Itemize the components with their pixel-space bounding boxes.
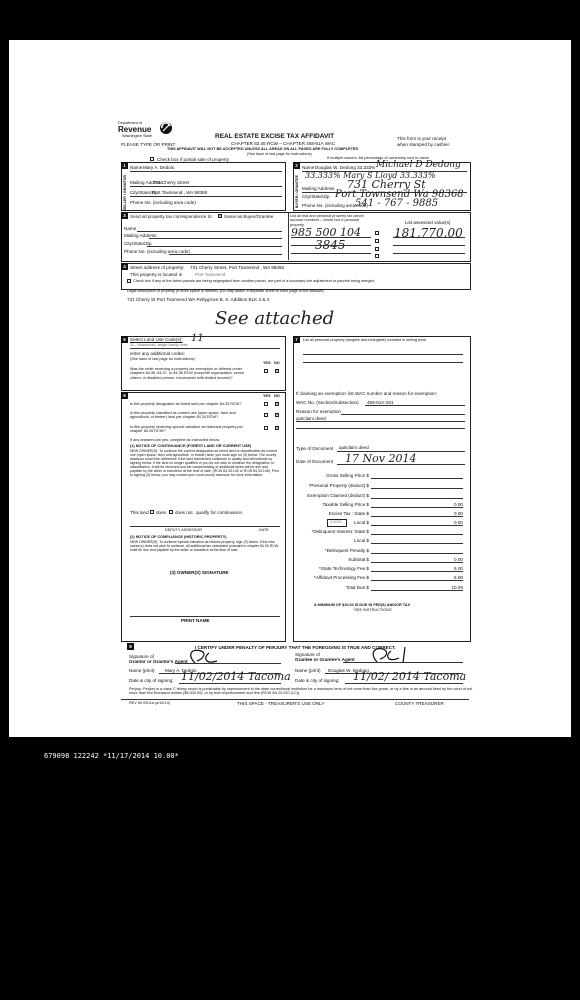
type-document-label: Type of Document xyxy=(296,446,334,451)
deputy-date-label: DATE xyxy=(259,528,269,532)
wac-label: WAC No. (Section/Subsection) xyxy=(296,400,359,405)
subtotal-label: Subtotal $ xyxy=(348,557,369,562)
section-4-badge: 4 xyxy=(121,263,128,270)
section-3-badge: 3 xyxy=(121,212,128,219)
grantor-name-label: Name (print) xyxy=(129,668,155,673)
delinquent-penalty-label: *Delinquent Penalty $ xyxy=(324,548,369,553)
yes-header-5: YES xyxy=(263,361,271,365)
date-document-label: Date of Document xyxy=(296,459,334,464)
notice-compliance-title: (2) NOTICE OF COMPLIANCE (HISTORIC PROPERTY) xyxy=(130,535,227,539)
reason-label: Reason for exemption xyxy=(296,409,341,414)
receipt-note-1: This form is your receipt xyxy=(397,136,447,141)
see-instructions-note: *SEE INSTRUCTIONS xyxy=(353,608,392,612)
seller-phone-label: Phone No. (including area code) xyxy=(130,200,196,205)
gross-selling-label: Gross Selling Price $ xyxy=(326,473,369,478)
land-use-handwritten: 11 xyxy=(191,333,204,344)
grantee-name-printed[interactable]: Douglas W. Dedong xyxy=(328,668,369,673)
section-8-badge: 8 xyxy=(127,643,134,650)
seller-city-label: City/State/Zip xyxy=(130,190,158,195)
grantor-date-label: Date & city of signing: xyxy=(129,678,174,683)
notice-continuance-text: NEW OWNER(S): To continue the current designation as forest land or classification as current use (open space, farm and agriculture, or timber) land, you must sign on (3) below. The county assessor must then determine if the land transferred continues to qualify and will indicate by signing below. If the land no longer qualifies or you do not wish to continue the designation or classification, it will be removed and the compensating or additional taxes will be due and payable by the seller or transferor at the time of sale. (RCW 84.33.140 or RCW 84.34.108). Prior to signing (3) below, you may contact your local county assessor for more information. xyxy=(130,449,280,478)
form-title: REAL ESTATE EXCISE TAX AFFIDAVIT xyxy=(215,133,335,140)
local-label: Local $ xyxy=(354,520,369,525)
parcel-personal-checkbox-4[interactable] xyxy=(375,254,379,258)
affidavit-page xyxy=(9,40,571,737)
date-document-handwritten: 17 Nov 2014 xyxy=(345,452,417,465)
no-header-6: NO xyxy=(274,394,280,398)
section-6-badge: 6 xyxy=(121,392,128,399)
parcel-handwritten-2: 3845 xyxy=(315,238,346,252)
forest-question: Is this property designated as forest land per chapter 84.33 RCW? xyxy=(130,402,242,406)
excise-state-label: Excise Tax : State $ xyxy=(328,511,369,516)
same-as-buyer-label: Same as Buyer/Grantee xyxy=(224,214,274,219)
segregated-label: Check box if any of the listed parcels are being segregated from another parcel, are part of a boundary line adjustment or parcels being merged. xyxy=(133,279,375,283)
qualify-label: qualify for continuance. xyxy=(196,510,244,515)
does-not-checkbox[interactable] xyxy=(169,510,173,514)
multiple-owners-note: If multiple owners, list percentage of ownership next to name. xyxy=(327,156,430,160)
type-or-print: PLEASE TYPE OR PRINT xyxy=(121,142,176,147)
buyer-address-handwritten: 731 Cherry St xyxy=(347,178,426,191)
parcel-handwritten: 985 500 104 xyxy=(291,226,361,239)
historic-no-checkbox[interactable] xyxy=(275,426,279,430)
located-value[interactable]: Port Townsend xyxy=(195,272,226,277)
exemption-claimed-label: Exemption Claimed (deduct) $ xyxy=(307,493,369,498)
print-name-label: PRINT NAME xyxy=(181,618,210,623)
excise-state-value[interactable]: 0.00 xyxy=(454,511,463,516)
parcel-personal-checkbox-1[interactable] xyxy=(375,231,379,235)
yes-header-6: YES xyxy=(263,394,271,398)
subtotal-value[interactable]: 0.00 xyxy=(454,557,463,562)
assessed-handwritten: 181,770.00 xyxy=(394,226,463,240)
segregated-checkbox[interactable] xyxy=(127,279,131,283)
parcel-personal-checkbox-2[interactable] xyxy=(375,239,379,243)
buyer-name[interactable]: Douglas W. Dedong 33.333% xyxy=(315,165,376,170)
type-document-value[interactable]: quitclaim deed xyxy=(339,445,369,450)
does-checkbox[interactable] xyxy=(150,510,154,514)
located-label: This property is located in xyxy=(130,272,183,277)
recording-stamp: 679098 122242 *11/17/2014 10.00* xyxy=(44,752,179,760)
buyer-phone-label: Phone No. (including area code) xyxy=(302,203,368,208)
current-use-question: Is this property classified as current use (open space, farm and agricultural, or timber) land per chapter 84.34 RCW? xyxy=(130,411,236,420)
personal-property-deduct-label: *Personal Property (deduct) $ xyxy=(308,483,369,488)
grantor-sig-label-2: Grantor or Grantor's Agent xyxy=(129,659,188,664)
legal-label: Legal description of property (if more space is needed, you may attach a separate sheet to each page of the affidavit) xyxy=(127,289,324,293)
buyer-percent-handwritten: 33.333% Mary S Lloyd 33.333% xyxy=(305,171,436,180)
dept-small: Department of xyxy=(118,121,143,125)
see-attached-handwritten: See attached xyxy=(215,308,335,329)
grantee-sig-label-2: Grantee or Grantee's Agent xyxy=(295,657,355,662)
grantor-name-printed[interactable]: Mary A. Dedolo xyxy=(165,668,197,673)
exemption-question: Was the seller receiving a property tax exemption or deferral under chapters 84.36, 84.37, or 84.38 RCW (nonprofit organization, senior citizen, or disabled person, homeowner with limited income)? xyxy=(130,367,245,380)
owner-signature-label: (3) OWNER(S) SIGNATURE xyxy=(170,570,229,575)
affidavit-fee-value[interactable]: 5.00 xyxy=(454,575,463,580)
receipt-note-2: when stamped by cashier. xyxy=(397,142,451,147)
exemption-yes-checkbox[interactable] xyxy=(264,369,268,373)
reason-value[interactable]: quitclaim deed xyxy=(296,416,326,421)
buyer-name-label: Name xyxy=(302,165,315,170)
taxable-selling-label: Taxable Selling Price $ xyxy=(322,502,369,507)
notice-compliance-text: NEW OWNER(S): To continue special valuation as historic property, sign (3) below. If the new owner(s) does not wish to continue, all additional tax calculated pursuant to chapter 84.26 RCW, shall be due and payable by the seller or transferor at the time of sale. xyxy=(130,540,279,553)
send-all-label: Send all property tax correspondence to: xyxy=(130,214,213,219)
street-label: Street address of property: xyxy=(130,265,185,270)
local-value[interactable]: 0.00 xyxy=(454,520,463,525)
exemption-no-checkbox[interactable] xyxy=(275,369,279,373)
same-as-buyer-checkbox[interactable] xyxy=(218,214,222,218)
tax-mailing-label: Mailing Address xyxy=(124,233,157,238)
tax-city-label: City/State/Zip xyxy=(124,241,152,246)
parcel-head: List all real and personal property tax parcel account numbers – check box if personal property xyxy=(290,214,364,227)
wac-claim-label: If claiming an exemption: list WAC number and reason for exemption: xyxy=(296,391,438,396)
seller-address-label: Mailing Address xyxy=(130,180,163,185)
tax-phone-label: Phone No. (including area code) xyxy=(124,249,190,254)
dept-sub: Washington State xyxy=(122,134,152,138)
rev-code: REV 84 0001a (a/10/14) xyxy=(129,701,170,705)
dept-name: Revenue xyxy=(118,125,152,134)
notice-continuance-title: (1) NOTICE OF CONTINUANCE (FOREST LAND OR CURRENT USE) xyxy=(130,444,252,448)
form-see-back: (See back of last page for instructions) xyxy=(247,152,312,156)
seller-name[interactable]: Mary A. Dedolo xyxy=(143,165,175,170)
parcel-personal-checkbox-3[interactable] xyxy=(375,247,379,251)
grantor-date-handwritten: 11/02/2014 Tacoma xyxy=(181,670,291,683)
seller-name-label: Name xyxy=(130,165,143,170)
delinquent-local-label: Local $ xyxy=(354,538,369,543)
deputy-assessor-label: DEPUTY ASSESSOR xyxy=(165,528,203,532)
land-use-sub: 11 - Household, single family units xyxy=(130,343,188,347)
does-label: does xyxy=(156,510,166,515)
grantee-date-label: Date & city of signing: xyxy=(295,678,340,683)
buyer-city-label: City/State/Zip xyxy=(302,194,330,199)
assessed-head: List assessed value(s) xyxy=(405,220,451,225)
affidavit-fee-label: *Affidavit Processing Fee $ xyxy=(313,575,369,580)
partial-sale-label: Check box if partial sale of property xyxy=(157,157,230,162)
certify-statement: I CERTIFY UNDER PENALTY OF PERJURY THAT THE FOREGOING IS TRUE AND CORRECT. xyxy=(195,645,396,650)
current-use-no-checkbox[interactable] xyxy=(275,413,279,417)
seller-city[interactable]: Port Townsend , WA 98368 xyxy=(152,190,208,195)
no-header-5: NO xyxy=(274,361,280,365)
forest-no-checkbox[interactable] xyxy=(275,402,279,406)
delinquent-interest-label: *Delinquent Interest: State $ xyxy=(311,529,369,534)
state-tech-fee-label: *State Technology Fee $ xyxy=(319,566,369,571)
buyer-name-handwritten: Michael D Dedong xyxy=(376,160,461,170)
section-5-badge: 5 xyxy=(121,336,128,343)
total-due-value[interactable]: 10.00 xyxy=(451,585,463,590)
local-rate-value: 0.0025 xyxy=(330,520,342,524)
legal-description[interactable]: 731 Cherry St Port Townsend WA Pettygrove B. S. Addition BLK 3 & 4 xyxy=(127,297,270,302)
minimum-due-note: A MINIMUM OF $10.00 IS DUE IN FEE(S) AND/OR TAX xyxy=(314,603,411,607)
buyer-side-label: BUYER / GRANTEE xyxy=(295,175,299,209)
revenue-logo xyxy=(116,121,176,141)
does-not-label: does not xyxy=(175,510,193,515)
buyer-city-handwritten: Port Townsend Wa 98368 xyxy=(335,189,464,200)
street-address[interactable]: 731 Cherry Street, Port Townsend , WA 98368 xyxy=(190,265,284,270)
historic-question: Is this property receiving special valuation as historical property per chapter 84.26 RCW? xyxy=(130,425,243,434)
if-yes-note: If any answers are yes, complete as instructed below. xyxy=(130,438,220,442)
partial-sale-checkbox[interactable] xyxy=(150,157,154,161)
section-2-badge: 2 xyxy=(293,162,300,169)
land-use-see-back: (See back of last page for instructions) xyxy=(130,357,195,361)
personal-property-label: List all personal property (tangible and intangible) included in selling price. xyxy=(303,338,428,342)
state-tech-fee-value[interactable]: 5.00 xyxy=(454,566,463,571)
form-chapter: CHAPTER 82.45 RCW – CHAPTER 458-61A WAC xyxy=(231,141,336,146)
tax-name-label: Name xyxy=(124,226,137,231)
total-due-label: Total Due $ xyxy=(345,585,369,590)
buyer-phone-handwritten: 541 - 767 - 9885 xyxy=(355,198,439,209)
section-7-badge: 7 xyxy=(293,336,300,343)
grantee-date-handwritten: 11/02/ 2014 Tacoma xyxy=(353,670,467,683)
seller-address[interactable]: 731 Cherry Street xyxy=(153,180,190,185)
perjury-note: Perjury: Perjury is a class C felony which is punishable by imprisonment in the state correctional institution for a maximum term of not more than five years, or by a fine in an amount fixed by the court of not more than five thousand dollars ($5,000.00), or by both imprisonment and fine (RCW 9A.20.020 (1C)). xyxy=(129,687,473,696)
current-use-yes-checkbox[interactable] xyxy=(264,413,268,417)
grantor-sig-label-1: Signature of xyxy=(129,654,154,659)
form-warning: THIS AFFIDAVIT WILL NOT BE ACCEPTED UNLESS ALL AREAS ON ALL PAGES ARE FULLY COMPLETED xyxy=(167,147,359,151)
revenue-swoosh-icon xyxy=(159,121,173,135)
additional-codes-label: enter any additional codes: xyxy=(130,351,185,356)
land-use-label: Select Land Use Code(s): xyxy=(130,337,183,342)
grantee-name-label: Name (print) xyxy=(295,668,321,673)
forest-yes-checkbox[interactable] xyxy=(264,402,268,406)
taxable-selling-value[interactable]: 0.00 xyxy=(454,502,463,507)
this-land-label: This land xyxy=(130,510,149,515)
treasurer-use-only: THIS SPACE - TREASURER'S USE ONLY xyxy=(237,701,325,706)
county-treasurer: COUNTY TREASURER xyxy=(395,701,444,706)
wac-value[interactable]: 458-61A-201 xyxy=(367,400,394,405)
section-7-box xyxy=(293,336,471,642)
seller-side-label: SELLER / GRANTOR xyxy=(123,175,127,211)
historic-yes-checkbox[interactable] xyxy=(264,426,268,430)
section-1-badge: 1 xyxy=(121,162,128,169)
grantee-sig-label-1: Signature of xyxy=(295,652,320,657)
buyer-address-label: Mailing Address xyxy=(302,186,335,191)
